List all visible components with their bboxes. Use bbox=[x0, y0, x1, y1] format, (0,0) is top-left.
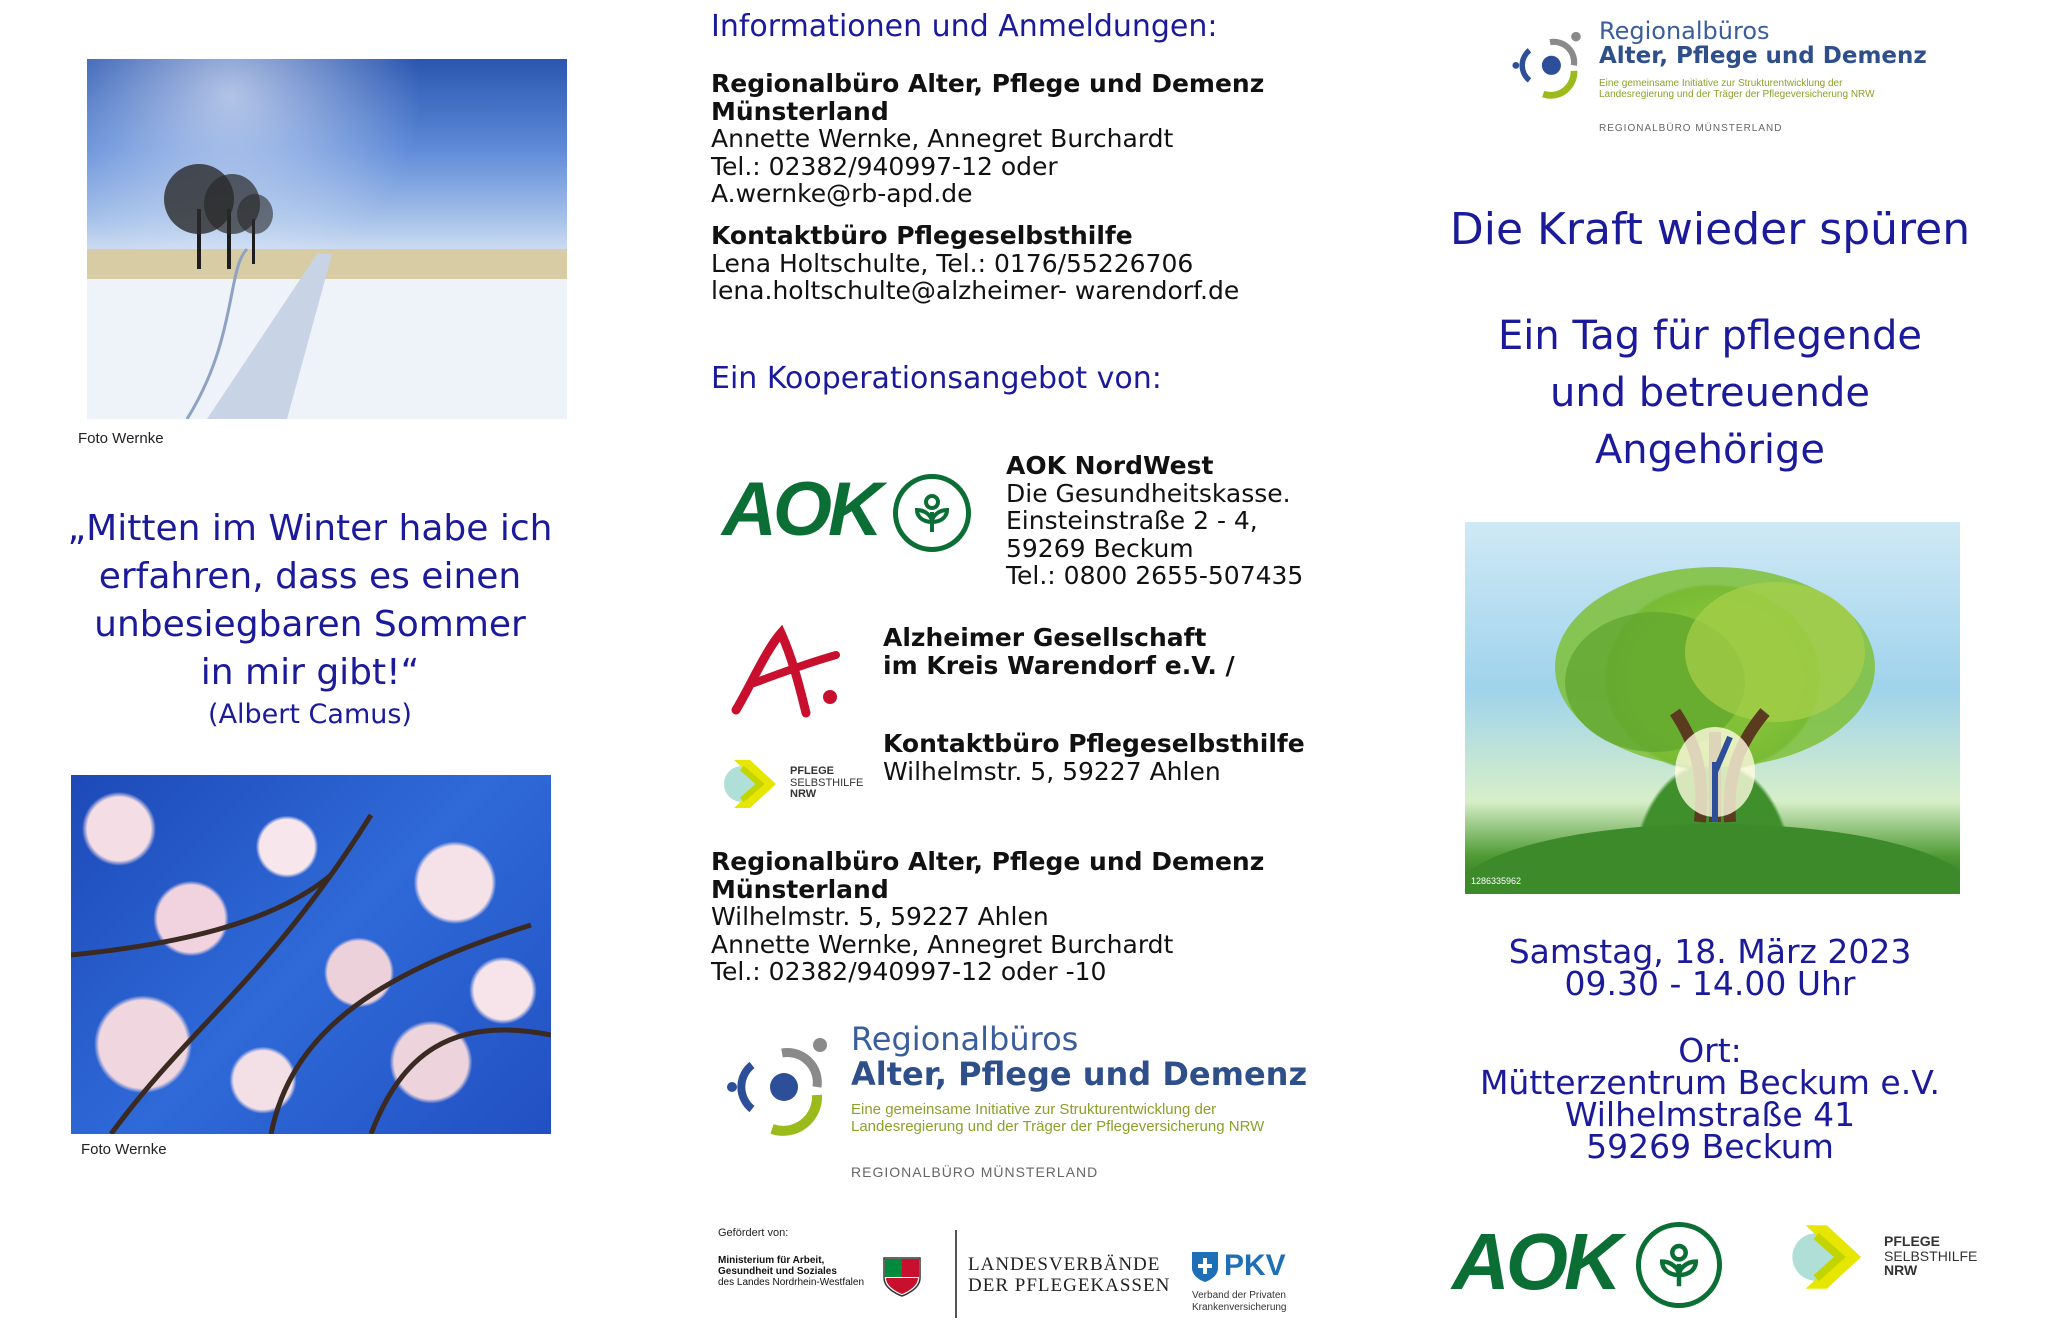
blossom-branches bbox=[71, 775, 551, 1134]
tree-illustration bbox=[1465, 522, 1960, 894]
logo-title: Regionalbüros bbox=[851, 1020, 1079, 1058]
pflege-selbsthilfe-text bbox=[1884, 1234, 1977, 1278]
place-line: 59269 Beckum bbox=[1586, 1127, 1834, 1166]
pflege-selbsthilfe-text bbox=[790, 766, 863, 801]
pflege-line: NRW bbox=[790, 788, 817, 801]
event-place bbox=[1440, 1031, 1980, 1166]
alz-line: im Kreis Warendorf e.V. / bbox=[883, 650, 1235, 680]
photo-caption: Foto Wernke bbox=[78, 430, 164, 447]
quote-line: „Mitten im Winter habe ich bbox=[67, 508, 553, 549]
tree-drawing bbox=[1465, 522, 1960, 894]
rb2-persons: Annette Wernke, Annegret Burchardt bbox=[711, 929, 1174, 959]
aok-street: Einsteinstraße 2 - 4, bbox=[1006, 506, 1258, 535]
rb2-name: Regionalbüro Alter, Pflege und Demenz bbox=[711, 847, 1265, 876]
pkv-logo bbox=[1190, 1250, 1220, 1288]
logo-subtitle: Eine gemeinsame Initiative zur Strukturentwicklung der bbox=[851, 1101, 1217, 1119]
pflege-selbsthilfe-logo bbox=[724, 756, 784, 816]
pflege-line: SELBSTHILFE bbox=[790, 776, 864, 789]
alz-text bbox=[883, 624, 1235, 679]
quote bbox=[40, 505, 580, 733]
logo-title: Alter, Pflege und Demenz bbox=[1599, 43, 1927, 70]
alz-line: Alzheimer Gesellschaft bbox=[883, 623, 1207, 652]
quote-line: in mir gibt!“ bbox=[200, 652, 420, 693]
place-label: Ort: bbox=[1678, 1031, 1742, 1070]
rb-contact bbox=[711, 70, 1264, 208]
landesverbaende bbox=[968, 1255, 1170, 1297]
subtitle-line: und betreuende bbox=[1550, 370, 1870, 416]
rb2-tel: Tel.: 02382/940997-12 oder -10 bbox=[711, 957, 1107, 986]
pkv-text: PKV bbox=[1224, 1249, 1286, 1282]
event-datetime bbox=[1440, 932, 1980, 1003]
quote-line: erfahren, dass es einen bbox=[98, 556, 522, 597]
event-time: 09.30 - 14.00 Uhr bbox=[1564, 964, 1856, 1003]
pkv-sub: Krankenversicherung bbox=[1192, 1302, 1287, 1313]
pflege-selbsthilfe-logo bbox=[1792, 1220, 1872, 1298]
aok-tel: Tel.: 0800 2655-507435 bbox=[1006, 561, 1304, 590]
aok-logo-icon bbox=[1636, 1222, 1722, 1308]
kb-email[interactable]: lena.holtschulte@alzheimer- warendorf.de bbox=[711, 276, 1240, 305]
lv-line: DER PFLEGEKASSEN bbox=[968, 1274, 1171, 1296]
place-line: Wilhelmstraße 41 bbox=[1564, 1095, 1856, 1134]
regionalbueros-logo bbox=[722, 1025, 842, 1149]
photo-caption: Foto Wernke bbox=[81, 1141, 167, 1158]
kb2-name: Kontaktbüro Pflegeselbsthilfe bbox=[883, 729, 1305, 758]
funded-by: Gefördert von: bbox=[718, 1227, 789, 1239]
image-id: 1286335962 bbox=[1471, 876, 1522, 886]
pflege-chevron-icon bbox=[1792, 1220, 1872, 1294]
pflege-line: SELBSTHILFE bbox=[1884, 1247, 1978, 1264]
pkv-sub: Verband der Privaten bbox=[1192, 1290, 1286, 1301]
coop-heading: Ein Kooperationsangebot von: bbox=[711, 361, 1162, 396]
lv-line: LANDESVERBÄNDE bbox=[968, 1254, 1161, 1275]
rb-persons: Annette Wernke, Annegret Burchardt bbox=[711, 124, 1174, 153]
subtitle-line: Ein Tag für pflegende bbox=[1497, 313, 1923, 359]
regionalbueros-circles-icon bbox=[1509, 20, 1591, 108]
quote-author: (Albert Camus) bbox=[208, 699, 412, 730]
page-title: Die Kraft wieder spüren bbox=[1449, 204, 1971, 255]
regionalbueros-circles-icon bbox=[722, 1025, 842, 1145]
logo-subtitle: Landesregierung und der Träger der Pflegeversicherung NRW bbox=[851, 1117, 1265, 1135]
rb2-contact bbox=[711, 848, 1264, 986]
winter-photo-drawing bbox=[87, 59, 567, 419]
aok-tree-icon bbox=[1651, 1237, 1707, 1293]
regionalbueros-logo bbox=[1509, 20, 1591, 112]
alzheimer-logo bbox=[726, 625, 846, 724]
blossom-photo bbox=[71, 775, 551, 1134]
aok-logo-text: AOK bbox=[1452, 1217, 1618, 1306]
logo-region: REGIONALBÜRO MÜNSTERLAND bbox=[1599, 123, 1783, 134]
kb2-addr: Wilhelmstr. 5, 59227 Ahlen bbox=[883, 756, 1221, 786]
logo-region: REGIONALBÜRO MÜNSTERLAND bbox=[851, 1164, 1099, 1180]
kb-person-tel: Lena Holtschulte, Tel.: 0176/55226706 bbox=[711, 248, 1194, 278]
nrw-coat-of-arms bbox=[882, 1256, 922, 1302]
pkv-subtitle bbox=[1192, 1290, 1287, 1314]
pflege-line: NRW bbox=[1884, 1262, 1918, 1279]
alzheimer-a-icon bbox=[726, 625, 846, 720]
aok-line2: Die Gesundheitskasse. bbox=[1006, 478, 1291, 508]
subtitle-line: Angehörige bbox=[1594, 427, 1826, 473]
rb2-name: Münsterland bbox=[711, 874, 889, 904]
pkv-shield-icon bbox=[1190, 1250, 1220, 1284]
ministry-line: Gesundheit und Soziales bbox=[718, 1266, 837, 1277]
nrw-shield-icon bbox=[882, 1256, 922, 1298]
aok-contact bbox=[1006, 452, 1303, 590]
winter-photo bbox=[87, 59, 567, 419]
rb2-addr: Wilhelmstr. 5, 59227 Ahlen bbox=[711, 902, 1049, 931]
rb-name: Münsterland bbox=[711, 96, 889, 126]
aok-name: AOK NordWest bbox=[1006, 451, 1214, 480]
kb-name: Kontaktbüro Pflegeselbsthilfe bbox=[711, 221, 1133, 250]
logo-subtitle: Landesregierung und der Träger der Pflegeversicherung NRW bbox=[1599, 88, 1875, 100]
rb-name: Regionalbüro Alter, Pflege und Demenz bbox=[711, 69, 1265, 98]
aok-city: 59269 Beckum bbox=[1006, 533, 1194, 563]
quote-line: unbesiegbaren Sommer bbox=[94, 604, 526, 645]
event-date: Samstag, 18. März 2023 bbox=[1508, 932, 1912, 971]
info-heading: Informationen und Anmeldungen: bbox=[711, 9, 1218, 44]
aok-logo-icon bbox=[893, 474, 971, 552]
rb-email[interactable]: A.wernke@rb-apd.de bbox=[711, 179, 973, 208]
ministry-text bbox=[718, 1255, 864, 1288]
subtitle bbox=[1440, 308, 1980, 479]
rb-tel: Tel.: 02382/940997-12 oder bbox=[711, 151, 1058, 181]
funder-divider bbox=[955, 1230, 957, 1318]
logo-title: Alter, Pflege und Demenz bbox=[851, 1055, 1308, 1094]
regionalbueros-logo-text bbox=[851, 1022, 1307, 1135]
kb-contact bbox=[711, 222, 1239, 305]
pflege-line: PFLEGE bbox=[790, 765, 835, 777]
pflege-chevron-icon bbox=[724, 756, 784, 812]
aok-tree-icon bbox=[907, 488, 957, 538]
ministry-line: des Landes Nordrhein-Westfalen bbox=[718, 1277, 865, 1288]
logo-title: Regionalbüros bbox=[1599, 17, 1770, 45]
ministry-line: Ministerium für Arbeit, bbox=[718, 1255, 825, 1266]
pflege-line: PFLEGE bbox=[1884, 1233, 1941, 1249]
logo-subtitle: Eine gemeinsame Initiative zur Strukturentwicklung der bbox=[1599, 77, 1843, 89]
regionalbueros-logo-text bbox=[1599, 18, 1927, 100]
aok-logo-text: AOK bbox=[722, 467, 879, 552]
place-line: Mütterzentrum Beckum e.V. bbox=[1479, 1063, 1941, 1102]
kb2-text bbox=[883, 730, 1305, 785]
